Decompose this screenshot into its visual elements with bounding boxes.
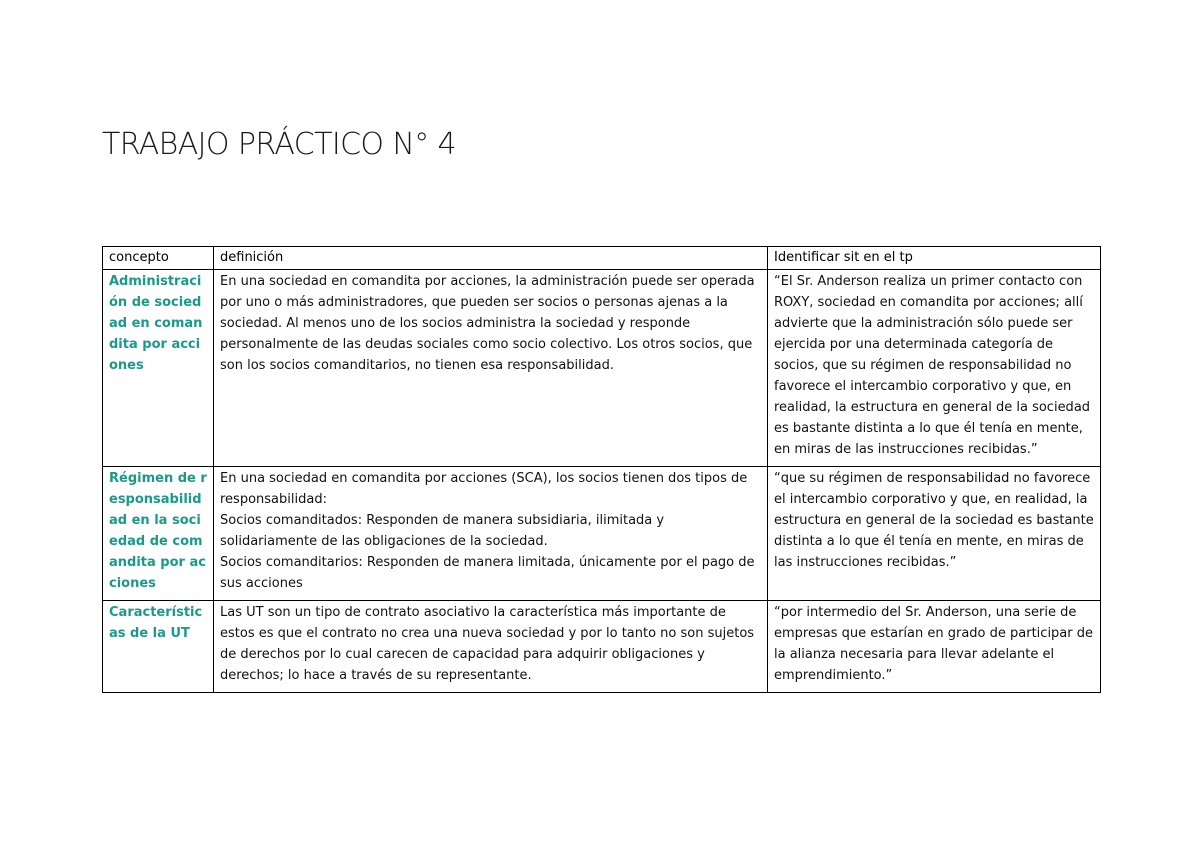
table-header-row bbox=[103, 247, 1101, 270]
table-row bbox=[103, 467, 1101, 601]
column-header-situation: Identificar sit en el tp bbox=[768, 247, 1101, 270]
situation-cell: “que su régimen de responsabilidad no favorece el intercambio corporativo y que, en realidad, la estructura en general de la sociedad es bastante distinta a lo que él tenía en mente, en miras de las instrucciones recibidas.” bbox=[768, 467, 1101, 601]
column-header-concept: concepto bbox=[103, 247, 214, 270]
definition-cell bbox=[214, 467, 768, 601]
definition-line: Socios comanditarios: Responden de manera limitada, únicamente por el pago de sus acciones bbox=[220, 555, 755, 591]
situation-cell: “El Sr. Anderson realiza un primer contacto con ROXY, sociedad en comandita por acciones; allí advierte que la administración sólo puede ser ejercida por una determinada categoría de socios, que su régimen de responsabilidad no favorece el intercambio corporativo y que, en realidad, la estructura en general de la sociedad es bastante distinta a lo que él tenía en mente, en miras de las instrucciones recibidas.” bbox=[768, 270, 1101, 467]
definition-cell: En una sociedad en comandita por acciones, la administración puede ser operada por uno o más administradores, que pueden ser socios o personas ajenas a la sociedad. Al menos uno de los socios administra la sociedad y responde personalmente de las deudas sociales como socio colectivo. Los otros socios, que son los socios comanditarios, no tienen esa responsabilidad. bbox=[214, 270, 768, 467]
table-row bbox=[103, 601, 1101, 693]
definition-line: En una sociedad en comandita por acciones (SCA), los socios tienen dos tipos de responsabilidad: bbox=[220, 471, 748, 507]
concept-cell: Características de la UT bbox=[103, 601, 214, 693]
column-header-definition: definición bbox=[214, 247, 768, 270]
table-row bbox=[103, 270, 1101, 467]
concept-cell: Régimen de responsabilidad en la sociedad de comandita por acciones bbox=[103, 467, 214, 601]
definition-line: Socios comanditados: Responden de manera subsidiaria, ilimitada y solidariamente de las obligaciones de la sociedad. bbox=[220, 513, 665, 549]
definition-cell: Las UT son un tipo de contrato asociativo la característica más importante de estos es que el contrato no crea una nueva sociedad y por lo tanto no son sujetos de derechos por lo cual carecen de capacidad para adquirir obligaciones y derechos; lo hace a través de su representante. bbox=[214, 601, 768, 693]
situation-cell: “por intermedio del Sr. Anderson, una serie de empresas que estarían en grado de participar de la alianza necesaria para llevar adelante el emprendimiento.” bbox=[768, 601, 1101, 693]
page-title: TRABAJO PRÁCTICO N° 4 bbox=[102, 127, 457, 162]
concept-table bbox=[102, 246, 1101, 693]
concept-cell: Administración de sociedad en comandita por acciones bbox=[103, 270, 214, 467]
